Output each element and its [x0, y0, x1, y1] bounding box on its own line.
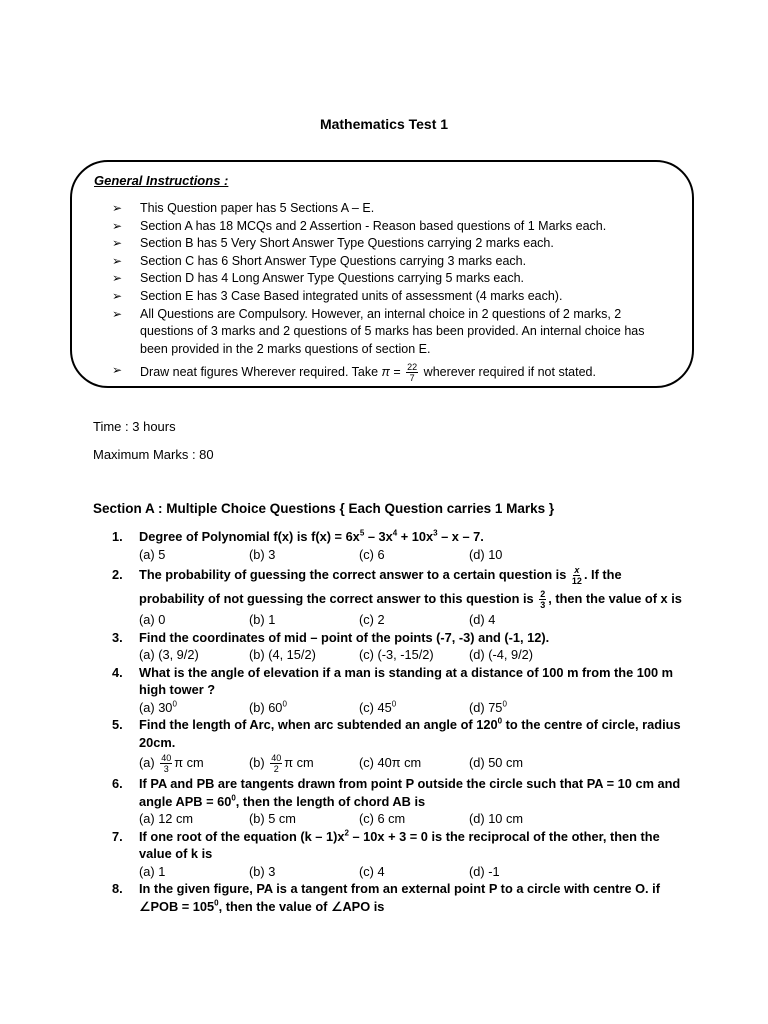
- option: (b) $\frac{40}{2}$ π cm: [249, 753, 314, 775]
- question-1: 1. Degree of Polynomial f(x) is $f(x) = 6x^5 - 3x^4 + 10x^3 - x - 7$. (a) 5 (b) 3 (c) 6 (d) 10: [112, 528, 682, 563]
- instruction-item: ➢ Section A has 18 MCQs and 2 Assertion - Reason based questions of 1 Marks each.: [112, 218, 672, 236]
- arrowhead-bullet-icon: ➢: [112, 363, 123, 378]
- fraction: $\frac{x}{12}$: [571, 565, 582, 587]
- options-row: [139, 751, 682, 775]
- instructions-heading: General Instructions :: [94, 173, 229, 188]
- option: (d) 10 cm: [469, 811, 524, 826]
- option: (c) (-3, -15/2): [359, 647, 434, 662]
- options-row: [139, 611, 682, 629]
- option: (d) 4: [469, 612, 496, 627]
- option: (d) (-4, 9/2): [469, 647, 533, 662]
- options-row: [139, 699, 682, 717]
- question-2: 2. The probability of guessing the correct answer to a certain question is $\frac{x}{12}$ . If the probability of not guessing the correct answer to this question is $\frac{2}{3}$ , then the value of x is (a) 0 (b) 1 (c) 2 (d) 4: [112, 565, 682, 627]
- options-row: [139, 863, 682, 881]
- arrowhead-bullet-icon: ➢: [112, 306, 123, 321]
- question-7: 7. If one root of the equation $(k - 1)x^2 - 10x + 3 = 0$ is the reciprocal of the other, then the value of k is (a) 1 (b) 3 (c) 4 (d) -1: [112, 828, 682, 881]
- option: (c) $45^0$: [359, 699, 397, 715]
- question-4: 4. What is the angle of elevation if a man is standing at a distance of 100 m from the 100 m high tower ? (a) $30^0$ (b) $60^0$ (c) $45^0$ (d) $75^0$: [112, 664, 682, 717]
- option: (c) 40π cm: [359, 755, 422, 770]
- question-8: 8. In the given figure, PA is a tangent from an external point P to a circle with centre O. if ∠POB = $105^0$, then the value of ∠APO is: [112, 881, 660, 914]
- question-3: 3. Find the coordinates of mid – point of the points (-7, -3) and (-1, 12). (a) (3, 9/2) (b) (4, 15/2) (c) (-3, -15/2) (d) (-4, 9/2): [112, 629, 682, 664]
- arrowhead-bullet-icon: ➢: [112, 236, 123, 251]
- instruction-item: ➢ Section C has 6 Short Answer Type Questions carrying 3 marks each.: [112, 253, 672, 271]
- option: (d) 50 cm: [469, 755, 524, 770]
- option: (a) $30^0$: [139, 699, 177, 715]
- option: (c) 6 cm: [359, 811, 406, 826]
- fraction: $\frac{2}{3}$: [540, 589, 546, 611]
- option: (b) 5 cm: [249, 811, 296, 826]
- instruction-item: ➢ Draw neat figures Wherever required. Take π = $\frac{22}{7}$ wherever required if not stated.: [112, 362, 596, 384]
- time-label: Time : 3 hours: [93, 419, 176, 434]
- instruction-item: ➢ This Question paper has 5 Sections A – E.: [112, 200, 672, 218]
- options-row: [139, 646, 682, 664]
- fraction: $\frac{40}{3}$: [161, 753, 172, 775]
- option: (a) 5: [139, 546, 166, 562]
- option: (d) 10: [469, 546, 503, 562]
- option: (c) 2: [359, 612, 385, 627]
- instructions-box: [70, 160, 694, 388]
- option: (d) -1: [469, 863, 500, 879]
- option: (a) 12 cm: [139, 811, 194, 826]
- option: (a) (3, 9/2): [139, 647, 199, 662]
- option: (c) 4: [359, 863, 385, 879]
- options-row: [139, 546, 682, 564]
- instructions-list: [112, 200, 672, 383]
- question-5: 5. Find the length of Arc, when arc subtended an angle of $120^0$ to the centre of circle, radius 20cm. (a) $\frac{40}{3}$ π cm (b) $\frac{40}{2}$ π cm (c) 40π cm (d) 50 cm: [112, 716, 681, 775]
- instruction-item: ➢ All Questions are Compulsory. However, an internal choice in 2 questions of 2 marks, 2 questions of 3 marks and 2 questions of 5 marks has been provided. An internal choice has been provided in the 2 marks questions of section E.: [112, 306, 645, 356]
- instruction-item: ➢ Section B has 5 Very Short Answer Type Questions carrying 2 marks each.: [112, 235, 672, 253]
- instruction-item: ➢ Section D has 4 Long Answer Type Questions carrying 5 marks each.: [112, 270, 672, 288]
- arrowhead-bullet-icon: ➢: [112, 271, 123, 286]
- arrowhead-bullet-icon: ➢: [112, 288, 123, 303]
- page-title: Mathematics Test 1: [319, 116, 449, 132]
- arrowhead-bullet-icon: ➢: [112, 218, 123, 233]
- option: (a) 0: [139, 612, 166, 627]
- arrowhead-bullet-icon: ➢: [112, 201, 123, 215]
- option: (b) 1: [249, 612, 276, 627]
- arrowhead-bullet-icon: ➢: [112, 253, 123, 268]
- fraction: $\frac{22}{7}$: [407, 362, 418, 384]
- option: (c) 6: [359, 546, 385, 562]
- option: (b) 3: [249, 546, 276, 562]
- instruction-item: ➢ Section E has 3 Case Based integrated units of assessment (4 marks each).: [112, 288, 672, 306]
- options-row: [139, 810, 682, 828]
- option: (a) 1: [139, 863, 166, 879]
- fraction: $\frac{40}{2}$: [271, 753, 282, 775]
- max-marks-label: Maximum Marks : 80: [93, 447, 214, 462]
- option: (b) $60^0$: [249, 699, 287, 715]
- question-6: 6. If PA and PB are tangents drawn from point P outside the circle such that PA = 10 cm and angle APB = $60^0$, then the length of chord AB is (a) 12 cm (b) 5 cm (c) 6 cm (d) 10 cm: [112, 776, 681, 826]
- option: (a) $\frac{40}{3}$ π cm: [139, 753, 204, 775]
- option: (b) (4, 15/2): [249, 647, 316, 662]
- option: (d) $75^0$: [469, 699, 507, 715]
- question-list: [112, 528, 682, 915]
- option: (b) 3: [249, 863, 276, 879]
- section-a-heading: Section A : Multiple Choice Questions { Each Question carries 1 Marks }: [93, 501, 555, 516]
